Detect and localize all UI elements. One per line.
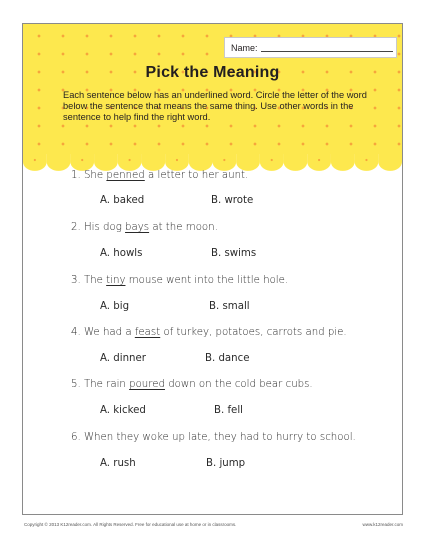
scallop bbox=[165, 154, 189, 171]
question-5 bbox=[71, 379, 313, 390]
question-5-before: 5. The rain bbox=[71, 379, 130, 390]
scallop-dot bbox=[365, 159, 367, 161]
question-1-option-b[interactable]: B. wrote bbox=[211, 195, 254, 206]
scallop-dot bbox=[128, 159, 130, 161]
question-6-option-a[interactable]: A. rush bbox=[100, 458, 136, 469]
scallop-dot bbox=[176, 159, 178, 161]
instructions: Each sentence below has an underlined word. Circle the letter of the word below the sentence that means the same thing. Use other words in the sentence to help find the right word. bbox=[63, 90, 367, 122]
question-3-after: mouse went into the little hole. bbox=[125, 275, 289, 286]
question-6-option-b[interactable]: B. jump bbox=[206, 458, 246, 469]
question-3 bbox=[71, 275, 288, 286]
scallop bbox=[378, 154, 402, 171]
question-1-word: penned bbox=[106, 170, 145, 181]
question-5-option-b[interactable]: B. fell bbox=[214, 405, 243, 416]
scallop bbox=[118, 154, 142, 171]
name-line bbox=[261, 43, 393, 52]
scallop bbox=[47, 154, 71, 171]
scallop bbox=[284, 154, 308, 171]
question-2-word: bays bbox=[125, 222, 150, 233]
question-5-word: poured bbox=[129, 379, 165, 390]
scallop bbox=[260, 154, 284, 171]
question-4-after: of turkey, potatoes, carrots and pie. bbox=[160, 327, 347, 338]
question-3-option-b[interactable]: B. small bbox=[209, 301, 250, 312]
question-2 bbox=[71, 222, 218, 233]
name-label: Name: bbox=[231, 43, 258, 53]
question-3-option-a[interactable]: A. big bbox=[100, 301, 130, 312]
question-2-after: at the moon. bbox=[149, 222, 218, 233]
question-6 bbox=[71, 432, 356, 443]
scallop-dot bbox=[223, 159, 225, 161]
copyright-notice: Copyright © 2013 K12reader.com. All Rights Reserved. Free for educational use at home or in classrooms. bbox=[24, 522, 237, 527]
scallop-dot bbox=[318, 159, 320, 161]
question-5-option-a[interactable]: A. kicked bbox=[100, 405, 146, 416]
scallop bbox=[331, 154, 355, 171]
question-5-after: down on the cold bear cubs. bbox=[164, 379, 313, 390]
question-2-option-b[interactable]: B. swims bbox=[211, 248, 257, 259]
scallop bbox=[141, 154, 165, 171]
scallop bbox=[94, 154, 118, 171]
question-4 bbox=[71, 327, 347, 338]
scallop-dot bbox=[34, 159, 36, 161]
scallop bbox=[236, 154, 260, 171]
header-banner bbox=[23, 24, 402, 154]
question-3-word: tiny bbox=[106, 275, 126, 286]
question-4-option-a[interactable]: A. dinner bbox=[100, 353, 146, 364]
question-2-before: 2. His dog bbox=[71, 222, 126, 233]
question-4-before: 4. We had a bbox=[71, 327, 135, 338]
question-1-after: a letter to her aunt. bbox=[144, 170, 249, 181]
scallop bbox=[70, 154, 94, 171]
question-1-option-a[interactable]: A. baked bbox=[100, 195, 145, 206]
question-6-before: 6. When they woke up late, they had to hurry to school. bbox=[71, 432, 356, 443]
question-2-option-a[interactable]: A. howls bbox=[100, 248, 143, 259]
website-link[interactable]: www.k12reader.com bbox=[362, 522, 403, 527]
scallop-dot bbox=[81, 159, 83, 161]
question-4-word: feast bbox=[134, 327, 161, 338]
question-1-before: 1. She bbox=[71, 170, 107, 181]
scallop bbox=[307, 154, 331, 171]
scallop bbox=[355, 154, 379, 171]
scallop-dot bbox=[271, 159, 273, 161]
scallop bbox=[213, 154, 237, 171]
name-field[interactable] bbox=[224, 37, 397, 58]
scallop bbox=[23, 154, 47, 171]
question-4-option-b[interactable]: B. dance bbox=[205, 353, 250, 364]
question-1 bbox=[71, 170, 248, 181]
scallop bbox=[189, 154, 213, 171]
page-title: Pick the Meaning bbox=[145, 64, 280, 81]
question-3-before: 3. The bbox=[71, 275, 107, 286]
worksheet bbox=[22, 23, 403, 515]
